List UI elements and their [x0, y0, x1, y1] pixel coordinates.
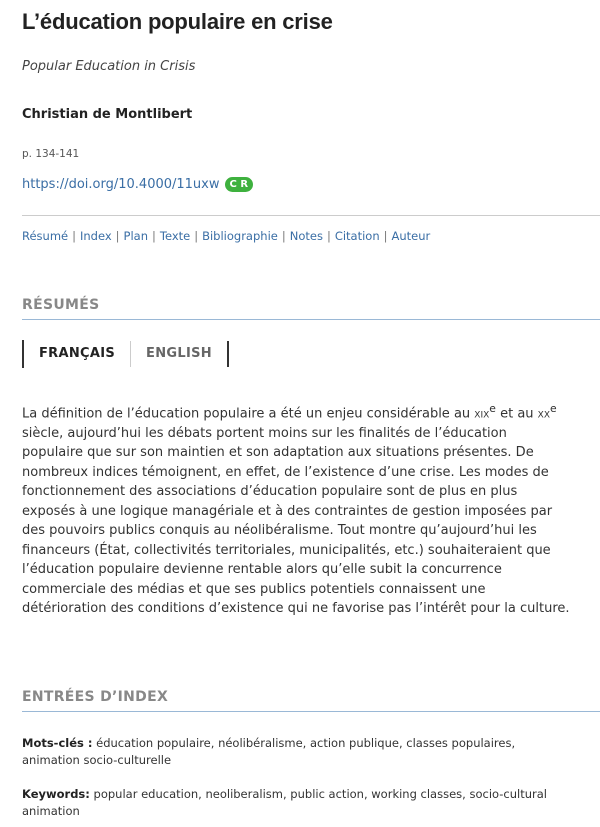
nav-link-plan[interactable]: Plan: [123, 229, 148, 243]
nav-link-index[interactable]: Index: [79, 229, 112, 243]
nav-separator: |: [115, 229, 120, 243]
crossref-icon[interactable]: C R: [225, 177, 254, 192]
keywords-block: [22, 786, 572, 820]
doi-row: [22, 177, 253, 192]
language-tabs: [22, 340, 229, 368]
tab-english[interactable]: ENGLISH: [131, 341, 229, 367]
nav-separator: |: [72, 229, 76, 243]
ordinal-superscript: e: [489, 402, 496, 415]
ordinal-superscript: e: [550, 402, 557, 415]
abstract-text: La définition de l’éducation populaire a été un enjeu considérable au xix$^e$ et au $xx^e$ siècle, aujourd’hui les débats portent moins sur les finalités de l’éducation populaire que sur son maintien et son adaptation aux situations présentes. De nombreux indices témoignent, en effet, de l’existence d’une crise. Les modes de fonctionnement des associations d’éducation populaire sont de plus en plus exposés à une logique managériale et à des contraintes de gestion imposées par des pouvoirs publics conquis au néolibéralisme. Tout montre qu’aujourd’hui les financeurs (État, collectivités territoriales, municipalités, etc.) souhaiteraient que l’éducation populaire devienne rentable alors qu’elle subit la concurrence commerciale des médias et que ses publics potentiels connaissent une détérioration des conditions d’existence qui ne favorise pas l’intérêt pour la culture.: [22, 402, 570, 617]
motscles-block: [22, 735, 572, 769]
nav-link-texte[interactable]: Texte: [159, 229, 191, 243]
top-divider: [22, 215, 600, 216]
century-twenty: xx: [537, 406, 550, 422]
author-name[interactable]: Christian de Montlibert: [22, 107, 193, 122]
tab-francais[interactable]: FRANÇAIS: [24, 341, 131, 367]
motscles-values[interactable]: éducation populaire, néolibéralisme, action publique, classes populaires, animation socio-culturelle: [22, 736, 516, 767]
century-nineteen: xix: [474, 406, 490, 422]
doi-link[interactable]: https://doi.org/10.4000/11uxw: [22, 177, 220, 192]
keywords-values[interactable]: popular education, neoliberalism, public action, working classes, socio-cultural animation: [22, 787, 547, 818]
motscles-label: Mots-clés :: [22, 736, 93, 750]
article-title: L’éducation populaire en crise: [22, 9, 333, 34]
nav-link-notes[interactable]: Notes: [289, 229, 323, 243]
nav-separator: |: [194, 229, 199, 243]
nav-separator: |: [383, 229, 388, 243]
nav-link-resume[interactable]: Résumé: [22, 229, 69, 243]
article-subtitle: Popular Education in Crisis: [22, 59, 196, 74]
nav-link-citation[interactable]: Citation: [334, 229, 380, 243]
nav-separator: |: [281, 229, 286, 243]
page-range: p. 134-141: [22, 148, 80, 160]
resumes-rule: [22, 319, 600, 320]
nav-link-auteur[interactable]: Auteur: [391, 229, 431, 243]
section-nav: [22, 229, 430, 243]
nav-link-bibliographie[interactable]: Bibliographie: [202, 229, 278, 243]
nav-separator: |: [152, 229, 156, 243]
index-rule: [22, 711, 600, 712]
resumes-heading: RÉSUMÉS: [22, 297, 100, 313]
index-heading: ENTRÉES D’INDEX: [22, 689, 169, 705]
keywords-label: Keywords:: [22, 787, 90, 801]
nav-separator: |: [326, 229, 331, 243]
